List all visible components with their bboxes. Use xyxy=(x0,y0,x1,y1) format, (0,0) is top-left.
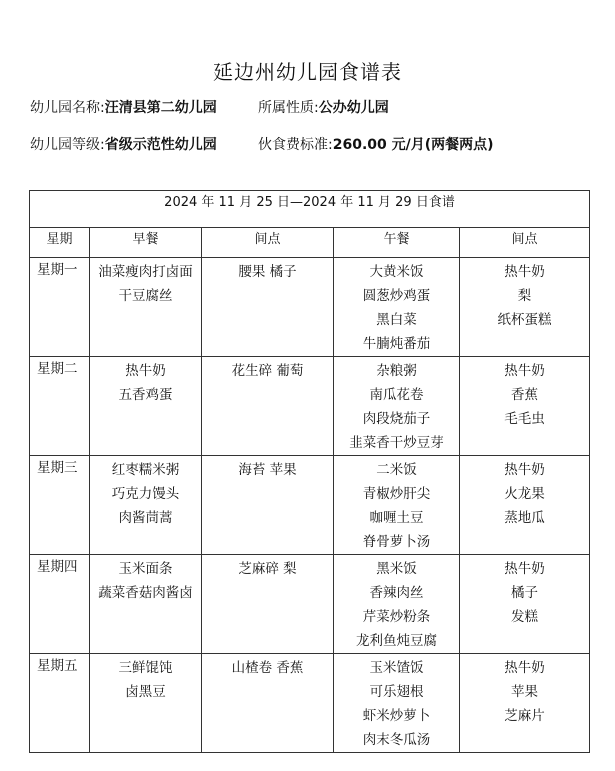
day-rows xyxy=(30,258,590,753)
menu-item: 黑白菜 xyxy=(376,312,417,328)
snack-2-cell xyxy=(460,258,590,357)
snack-1-cell xyxy=(202,456,334,555)
menu-item: 火龙果 xyxy=(504,486,545,502)
menu-item: 苹果 xyxy=(511,684,539,700)
snack-2-cell xyxy=(460,357,590,456)
menu-item: 黑米饭 xyxy=(376,561,417,577)
table-row xyxy=(30,456,590,555)
menu-item: 橘子 xyxy=(511,585,539,601)
menu-item: 牛腩炖番茄 xyxy=(362,336,431,352)
menu-item: 二米饭 xyxy=(376,462,417,478)
menu-item: 可乐翅根 xyxy=(369,684,424,700)
menu-item: 毛毛虫 xyxy=(504,411,545,427)
page-title: 延边州幼儿园食谱表 xyxy=(213,60,402,84)
header-breakfast: 早餐 xyxy=(90,228,202,258)
menu-item: 南瓜花卷 xyxy=(369,387,424,403)
kindergarten-type-value: 公办幼儿园 xyxy=(318,100,389,116)
day-cell xyxy=(30,654,90,753)
menu-item: 肉段烧茄子 xyxy=(362,411,431,427)
day-cell xyxy=(30,555,90,654)
breakfast-cell xyxy=(90,555,202,654)
table-row xyxy=(30,654,590,753)
header-lunch: 午餐 xyxy=(334,228,460,258)
menu-item: 三鲜馄饨 xyxy=(118,660,173,676)
day-label: 星期三 xyxy=(37,460,78,476)
meal-fee-label: 伙食费标准: xyxy=(258,137,333,153)
kindergarten-name-value: 汪清县第二幼儿园 xyxy=(104,100,217,116)
day-cell xyxy=(30,456,90,555)
snack-2-cell xyxy=(460,654,590,753)
meal-fee-value: 260.00 元/月(两餐两点) xyxy=(332,137,494,153)
menu-item: 热牛奶 xyxy=(504,660,545,676)
date-range: 2024 年 11 月 25 日—2024 年 11 月 29 日食谱 xyxy=(30,191,590,228)
kindergarten-type-label: 所属性质: xyxy=(258,100,319,116)
menu-item: 热牛奶 xyxy=(504,363,545,379)
kindergarten-name-label: 幼儿园名称: xyxy=(30,100,105,116)
snack-2-cell xyxy=(460,456,590,555)
kindergarten-name xyxy=(30,97,217,117)
date-range-row xyxy=(30,191,590,228)
menu-table xyxy=(29,190,590,753)
menu-item: 咖喱土豆 xyxy=(369,510,424,526)
menu-item: 热牛奶 xyxy=(504,264,545,280)
day-label: 星期四 xyxy=(37,559,78,575)
menu-item: 韭菜香干炒豆芽 xyxy=(349,435,444,451)
breakfast-cell xyxy=(90,258,202,357)
day-label: 星期二 xyxy=(37,361,78,377)
day-cell xyxy=(30,258,90,357)
table-row xyxy=(30,258,590,357)
menu-item: 蒸地瓜 xyxy=(504,510,545,526)
menu-item: 杂粮粥 xyxy=(376,363,417,379)
kindergarten-level-value: 省级示范性幼儿园 xyxy=(104,137,217,153)
menu-item: 圆葱炒鸡蛋 xyxy=(362,288,431,304)
menu-item: 香辣肉丝 xyxy=(369,585,424,601)
menu-item: 梨 xyxy=(517,288,532,304)
lunch-cell xyxy=(334,555,460,654)
snack-1-cell xyxy=(202,555,334,654)
kindergarten-type xyxy=(258,97,389,117)
menu-item: 海苔 苹果 xyxy=(238,462,297,478)
menu-item: 五香鸡蛋 xyxy=(118,387,173,403)
snack-1-cell xyxy=(202,357,334,456)
header-row xyxy=(30,228,590,258)
breakfast-cell xyxy=(90,654,202,753)
menu-item: 芝麻碎 梨 xyxy=(238,561,297,577)
menu-item: 芹菜炒粉条 xyxy=(362,609,431,625)
day-label: 星期一 xyxy=(37,262,78,278)
menu-item: 香蕉 xyxy=(511,387,539,403)
breakfast-cell xyxy=(90,357,202,456)
lunch-cell xyxy=(334,258,460,357)
lunch-cell xyxy=(334,654,460,753)
menu-item: 热牛奶 xyxy=(504,561,545,577)
day-label: 星期五 xyxy=(37,658,78,674)
lunch-cell xyxy=(334,456,460,555)
menu-item: 油菜瘦肉打卤面 xyxy=(98,264,193,280)
day-cell xyxy=(30,357,90,456)
menu-item: 山楂卷 香蕉 xyxy=(231,660,304,676)
menu-item: 蔬菜香菇肉酱卤 xyxy=(98,585,193,601)
snack-1-cell xyxy=(202,258,334,357)
menu-item: 花生碎 葡萄 xyxy=(231,363,304,379)
snack-2-cell xyxy=(460,555,590,654)
menu-item: 玉米馇饭 xyxy=(369,660,424,676)
menu-item: 虾米炒萝卜 xyxy=(362,708,431,724)
menu-item: 腰果 橘子 xyxy=(238,264,297,280)
lunch-cell xyxy=(334,357,460,456)
menu-item: 纸杯蛋糕 xyxy=(497,312,552,328)
header-snack-2: 间点 xyxy=(460,228,590,258)
header-snack-1: 间点 xyxy=(202,228,334,258)
menu-item: 玉米面条 xyxy=(118,561,173,577)
breakfast-cell xyxy=(90,456,202,555)
menu-item: 巧克力馒头 xyxy=(111,486,180,502)
menu-item: 干豆腐丝 xyxy=(118,288,173,304)
kindergarten-level-label: 幼儿园等级: xyxy=(30,137,105,153)
menu-item: 热牛奶 xyxy=(125,363,166,379)
table-row xyxy=(30,555,590,654)
menu-item: 卤黑豆 xyxy=(125,684,166,700)
menu-item: 大黄米饭 xyxy=(369,264,424,280)
meal-fee xyxy=(258,134,494,154)
menu-item: 青椒炒肝尖 xyxy=(362,486,431,502)
menu-item: 芝麻片 xyxy=(504,708,545,724)
menu-item: 肉末冬瓜汤 xyxy=(362,732,431,748)
menu-item: 热牛奶 xyxy=(504,462,545,478)
menu-item: 红枣糯米粥 xyxy=(111,462,180,478)
header-day: 星期 xyxy=(30,228,90,258)
menu-item: 肉酱茼蒿 xyxy=(118,510,173,526)
menu-item: 发糕 xyxy=(511,609,539,625)
table-row xyxy=(30,357,590,456)
snack-1-cell xyxy=(202,654,334,753)
kindergarten-level xyxy=(30,134,217,154)
menu-item: 龙利鱼炖豆腐 xyxy=(356,633,437,649)
menu-item: 脊骨萝卜汤 xyxy=(362,534,431,550)
